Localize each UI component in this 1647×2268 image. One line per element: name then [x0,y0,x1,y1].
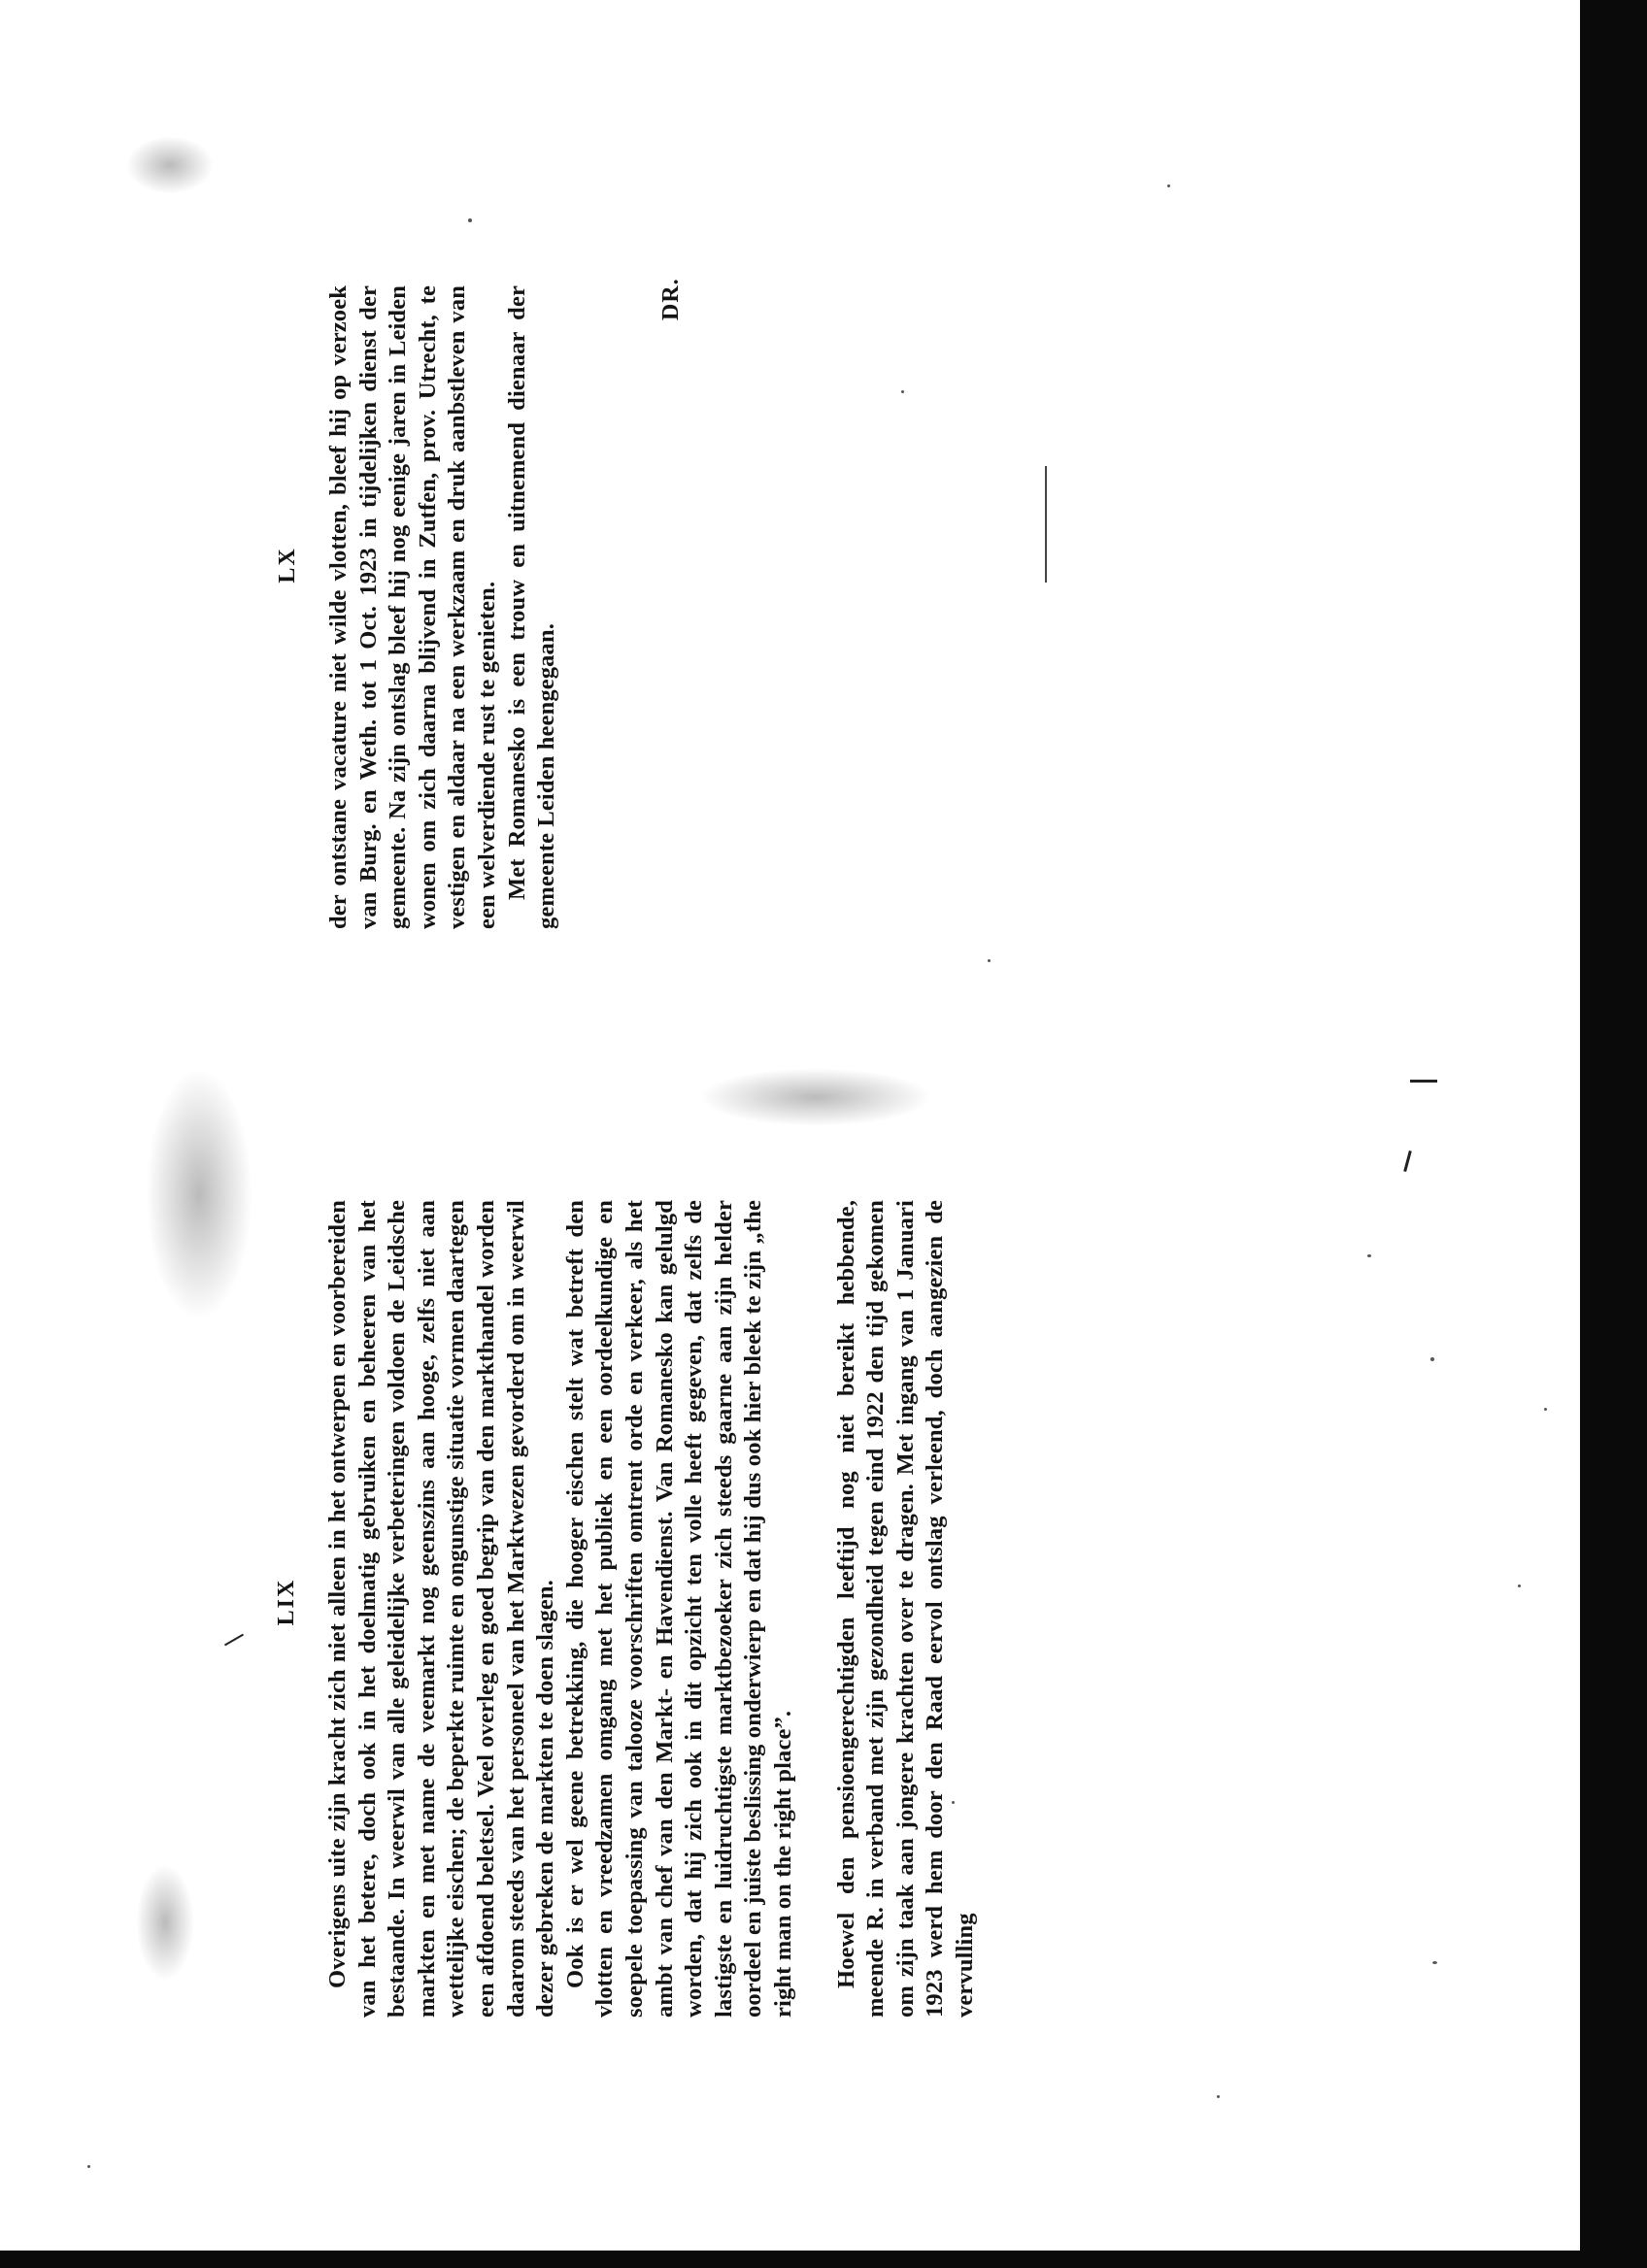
scan-dot [1367,1254,1371,1257]
right-page-text [324,285,562,929]
scan-speckle-top [126,136,214,194]
left-paragraph-2: Ook is er wel geene betrekking, die hooger eischen stelt wat betreft den vlotten en vreedzamen omgang met het publiek en een oordeelkundige en soepele toepassing van talooze voorschriften omtrent orde en verkeer, als het ambt van chef van den Markt- en Havendienst. Van Romanesko kan gelulgd worden, dat hij zich ook in dit opzicht ten volle heeft gegeven, dat zelfs de lastigste en luidruchtigste marktbezoeker zich steeds gaarne aan zijn helder oordeel en juiste beslissing onderwierp en dat hij dus ook hier bleek te zijn „the right man on the right place”. [561,1200,796,2018]
scan-dot [1217,2095,1220,2098]
scan-dot [1544,1408,1547,1411]
left-page-heading [274,1534,300,1670]
right-heading: LX [275,547,300,584]
left-heading: LIX [274,1578,299,1626]
left-paragraph-1: Overigens uite zijn kracht zich niet alleen in het ontwerpen en voorbereiden van het betere, doch ook in het doelmatig gebruiken en beheeren van het bestaande. In weerwil van alle geleidelijke verbeteringen voldoen de Leidsche markten en met name de veemarkt nog geenszins aan hooge, zelfs niet aan wettelijke eischen; de beperkte ruimte en ongunstige situatie vormen daartegen een afdoend beletsel. Veel overleg en goed begrip van den markthandel worden daarom steeds van het personeel van het Marktwezen gevorderd om in weerwil dezer gebreken de markten te doen slagen. [324,1200,559,2018]
scan-speckle-middle [699,1068,932,1126]
scan-dash-mark-3 [224,1634,244,1647]
scan-border-bottom [0,2251,1647,2268]
scan-dash-mark [1410,1080,1437,1083]
scan-border-right [1580,0,1647,2268]
scan-speckle-left [146,1068,252,1320]
scan-dot [87,2165,90,2168]
left-paragraph-3: Hoewel den pensioengerechtigden leeftijd nog niet bereikt hebbende, meende R. in verband met zijn gezondheid tegen eind 1922 den tijd gekomen om zijn taak aan jongere krachten over te dragen. Met ingang van 1 Januari 1923 werd hem door den Raad eervol ontslag verleend, doch aangezien de vervulling [832,1200,978,2018]
signature: DR. [658,278,684,320]
left-page-text [323,1200,980,2018]
scan-speckle-bottom [136,1864,194,1981]
scan-dash-mark-2 [1403,1151,1412,1172]
scan-dot [1167,184,1170,187]
right-paragraph-2: Met Romanesko is een trouw en uitnemend dienaar der gemeente Leiden heengegaan. [503,285,560,929]
scan-dot [952,1801,955,1804]
scan-dot [468,218,472,222]
scan-dot [1430,1357,1434,1361]
scan-dot [1518,1584,1521,1587]
scan-dot [901,390,904,393]
scan-dot [988,959,991,962]
scan-dot [1432,1961,1437,1964]
right-page-heading [275,497,301,633]
scan-line-mark [1045,466,1047,583]
right-paragraph-1: der ontstane vacature niet wilde vlotten, bleef hij op verzoek van Burg. en Weth. tot 1 Oct. 1923 in tijdelijken dienst der gemeente. Na zijn ontslag bleef hij nog eenige jaren in Leiden wonen om zich daarna blijvend in Zutfen, prov. Utrecht, te vestigen en aldaar na een werkzaam en druk aanbstleven van een welverdiende rust te genieten. [325,285,500,929]
